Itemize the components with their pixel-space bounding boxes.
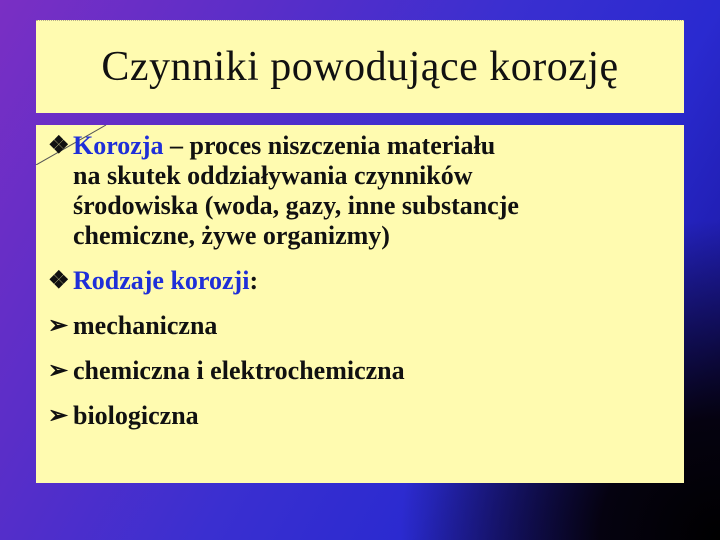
type-label: mechaniczna: [73, 311, 218, 340]
type-label: chemiczna i elektrochemiczna: [73, 356, 405, 385]
arrow-bullet-icon: ➢: [48, 358, 69, 384]
arrow-bullet-icon: ➢: [48, 313, 69, 339]
definition-line-1: – proces niszczenia materiału: [163, 131, 496, 160]
definition-line-3: środowiska (woda, gazy, inne substancje: [73, 191, 519, 220]
definition-line-4: chemiczne, żywe organizmy): [73, 221, 390, 250]
title-box: [36, 20, 684, 113]
definition-line-2: na skutek oddziaływania czynników: [73, 161, 473, 190]
list-item-definition: [48, 131, 668, 251]
content-list: [48, 131, 668, 431]
types-heading-label: Rodzaje korozji: [73, 266, 250, 295]
term-korozja: Korozja: [73, 131, 164, 160]
slide-title: Czynniki powodujące korozję: [101, 44, 619, 90]
type-label: biologiczna: [73, 401, 199, 430]
list-item-types-heading: [48, 266, 668, 296]
list-item-type: [48, 311, 668, 341]
types-heading-colon: :: [249, 266, 259, 295]
diamond-bullet-icon: ❖: [48, 133, 70, 159]
list-item-type: [48, 401, 668, 431]
list-item-type: [48, 356, 668, 386]
arrow-bullet-icon: ➢: [48, 403, 69, 429]
diamond-bullet-icon: ❖: [48, 268, 70, 294]
